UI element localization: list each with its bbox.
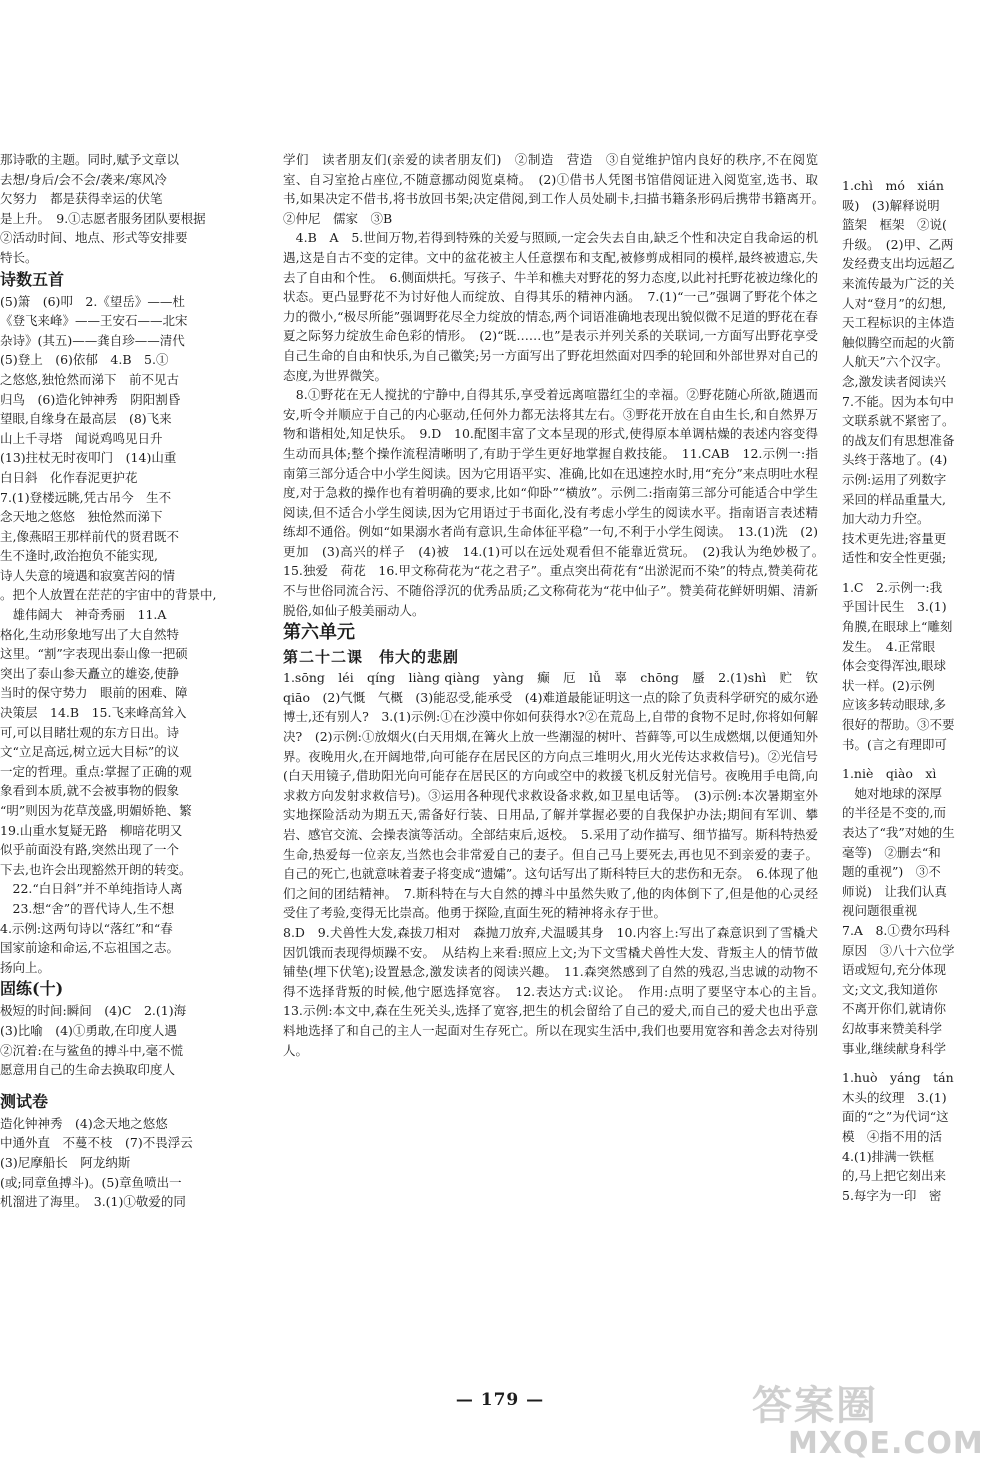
answer-text: 象看到本质,就不会被事物的假象 — [0, 783, 179, 799]
answer-text: 造化钟神秀 (4)念天地之悠悠 — [0, 1115, 168, 1131]
answer-text: 1.niè qiào xì — [842, 766, 937, 782]
answer-text: 技术更先进;容量更 — [842, 530, 947, 546]
answer-text: 22.“白日斜”并不单纯指诗人离 — [0, 881, 183, 897]
answer-text: 状一样。(2)示例 — [842, 677, 935, 693]
answer-text: 愿意用自己的生命去换取印度人 — [0, 1062, 176, 1078]
answer-text: (3)尼摩船长 阿龙纳斯 — [0, 1154, 131, 1170]
answer-text: 天工程标识的主体造 — [842, 315, 955, 331]
answer-text: “明”则因为花草茂盛,明媚娇艳、繁 — [0, 803, 192, 818]
answer-text: 主,像燕昭王那样前代的贤君既不 — [0, 528, 179, 544]
answer-text: 视问题很重视 — [842, 903, 918, 919]
answer-text: 篮架 框架 ②说( — [842, 217, 947, 233]
watermark — [752, 1384, 984, 1466]
spacer — [0, 1080, 258, 1090]
answer-text: 下去,也许会出现豁然开朗的转变。 — [0, 861, 192, 877]
answer-text: 19.山重水复疑无路 柳暗花明又 — [0, 822, 183, 838]
answer-text: 角膜,在眼球上“雕刻 — [842, 619, 953, 635]
answer-text: 学们 读者朋友们(亲爱的读者朋友们) ②制造 营造 ③自觉维护馆内良好的秩序,不在阅览室、自习室抢占座位,不随意挪动阅览桌椅。 (2)①借书人凭图书馆借阅证进入阅览室,选书、取书,如果决定不借书,将书放回书架;决定借阅,到工作人员处刷卡,扫描书籍条形码后携带书籍离开。 ②仲尼 儒家 ③B — [283, 152, 831, 226]
answer-text: 面的“之”为代词“这 — [842, 1109, 949, 1125]
answer-text: 原因 ③八十六位学 — [842, 942, 955, 958]
answer-text: 体会变得浑浊,眼球 — [842, 658, 946, 674]
answer-text: 乎国计民生 3.(1) — [842, 599, 947, 615]
answer-text: 1.huò yáng tán — [842, 1070, 954, 1086]
answer-text: (5)箫 (6)叩 2.《望岳》——杜 — [0, 293, 185, 309]
answer-text: 8.D 9.犬兽性大发,森拔刀相对 森抛刀放弃,犬温暖其身 10.内容上:写出了森意识到了雪橇犬因饥饿而表现得烦躁不安。 从结构上来看:照应上文;为下文雪橇犬兽性大发、背叛主人的情节做铺垫(埋下伏笔);设置悬念,激发读者的阅读兴趣。 11.森突然感到了自然的残忍,当忠诚的动物不得不选择背叛的时候,他宁愿选择宽容。 12.表达方式:议论。 作用:点明了要坚守本心的主旨。 13.示例:本文中,森在生死关头,选择了宽容,把生的机会留给了自己的爱犬,而自己的爱犬也出乎意料地选择了和自己的主人一起面对生存死亡。所以在现实生活中,我们也要用宽容和善念去对待别人。 — [283, 924, 831, 1058]
answer-text: 一定的哲理。重点:掌握了正确的观 — [0, 763, 192, 779]
answer-text: 国家前途和命运,不忘祖国之志。 — [0, 940, 179, 956]
answer-text: 师说) 让我们认真 — [842, 883, 947, 899]
middle-column — [283, 150, 831, 1350]
answer-text: 头终于落地了。(4) — [842, 452, 948, 468]
answer-text: 文“立足高远,树立远大目标”的议 — [0, 744, 180, 760]
left-column — [0, 150, 258, 1340]
answer-text: 适性和安全性更强; — [842, 550, 947, 566]
section-heading: 诗数五首 — [0, 269, 65, 289]
answer-text: 似乎前面没有路,突然出现了一个 — [0, 842, 179, 858]
spacer — [842, 568, 1000, 578]
answer-text: 发经费支出均远超乙 — [842, 256, 955, 272]
answer-text: 归鸟 (6)造化钟神秀 阴阳割昏 — [0, 391, 181, 407]
answer-text: 采回的样品重量大, — [842, 491, 946, 507]
answer-text: 望眼,自缘身在最高层 (8)飞来 — [0, 411, 172, 427]
answer-text: 表达了“我”对她的生 — [842, 825, 955, 840]
answer-text: 那诗歌的主题。同时,赋予文章以 — [0, 152, 179, 167]
answer-text: 去想/身后/会不会/袭来/寒风冷 — [0, 171, 167, 187]
answer-text: 应该多转动眼球,多 — [842, 697, 946, 713]
watermark-url: MXQE.COM — [788, 1426, 984, 1461]
answer-text: 之悠悠,独怆然而涕下 前不见古 — [0, 371, 179, 387]
answer-text: 雄伟阔大 神奇秀丽 11.A — [0, 607, 167, 623]
answer-text: 扬向上。 — [0, 959, 51, 975]
answer-text: 。把个人放置在茫茫的宇宙中的背景中, — [0, 587, 217, 603]
answer-text: 很好的帮助。③不要 — [842, 717, 955, 733]
watermark-logo: 答案圈 — [752, 1383, 878, 1429]
answer-text: 1.chì mó xián — [842, 178, 944, 193]
answer-text: 语或短句,充分体现 — [842, 962, 946, 978]
answer-text: 木头的纹理 3.(1) — [842, 1089, 947, 1105]
answer-text: 1.sōng léi qíng liàng qiàng yàng 癫 厄 lǚ 辜 chōng 蜃 2.(1)shì 贮 钦 qiāo (2)气慨 气概 (3)能忍受,能承受 (4)难道最能证明这一点的除了负责科学研究的威尔逊博士,还有别人? 3.(1)示例:①在沙漠中你如何获得水?②在荒岛上,自带的食物不足时,你将如何解决? (2)示例:①放烟火(白天用烟,在篝火上放一些潮湿的树叶、苔藓等,可以生成燃烟,以便通知外界。夜晚用火,在开阔地带,向可能存在居民区的方向点三堆明火,用火光传达求救信号)。②光信号(白天用镜子,借助阳光向可能存在居民区的方向或空中的救援飞机反射光信号。夜晚用手电筒,向求救方向发射求救信号)。③运用各种现代求救设备求救,如卫星电话等。 (3)示例:本次暑期室外实地探险活动为期五天,需备好行装、日用品,了解并掌握必要的自我保护办法;期间有军训、攀岩、感官交流、会操表演等活动。全部结束后,返校。 5.采用了动作描写、细节描写。斯科特热爱生命,热爱每一位亲友,当然也会非常爱自己的妻子。但自己马上要死去,再也见不到亲爱的妻子。自己的死亡,也就意味着妻子将变成“遗孀”。这句话写出了斯科特巨大的悲伤和无奈。 6.体现了他们之间的团结精神。 7.斯科特在与大自然的搏斗中虽然失败了,他的肉体倒下了,但是他的心灵经受住了考验,变得无比崇高。他勇于探险,直面生死的精神将永存于世。 — [283, 670, 831, 921]
answer-text: 1.C 2.示例一:我 — [842, 579, 943, 595]
answer-text: 的战友们有思想准备 — [842, 432, 955, 448]
answer-text: 当时的保守势力 眼前的困难、障 — [0, 685, 188, 701]
answer-text: 诗人失意的境遇和寂寞苦闷的情 — [0, 567, 176, 583]
answer-text: 生不逢时,政治抱负不能实现, — [0, 548, 158, 564]
answer-text: 中通外直 不蔓不枝 (7)不畏浮云 — [0, 1135, 193, 1151]
answer-text: (或;同章鱼搏斗)。(5)章鱼喷出一 — [0, 1174, 182, 1190]
page-number: — 179 — — [455, 1390, 545, 1410]
answer-text: 是上升。 9.①志愿者服务团队要根据 — [0, 210, 206, 226]
answer-text: 5.每字为一印 密 — [842, 1187, 942, 1203]
answer-text: 的半径是不变的,而 — [842, 805, 946, 821]
answer-text: 突出了泰山参天矗立的雄姿,使静 — [0, 665, 179, 681]
answer-text: ②沉着:在与鲨鱼的搏斗中,毫不慌 — [0, 1042, 184, 1058]
answer-text: 来流传最为广泛的关 — [842, 275, 955, 291]
answer-text: 23.想“舍”的晋代诗人,生不想 — [0, 900, 175, 916]
answer-text: 7.不能。因为本句中 — [842, 393, 954, 409]
answer-text: 4.(1)排满一铁框 — [842, 1148, 935, 1164]
answer-text: 她对地球的深厚 — [842, 785, 943, 801]
answer-text: 题的重视”) ③不 — [842, 864, 941, 880]
answer-text: 升级。 (2)甲、乙两 — [842, 236, 954, 252]
answer-text: 人航天”六个汉字。 — [842, 354, 949, 370]
spacer — [842, 1058, 1000, 1068]
answer-text: (13)拄杖无时夜叩门 (14)山重 — [0, 450, 177, 466]
answer-text: 白日斜 化作春泥更护花 — [0, 469, 138, 485]
section-heading: 固练(十) — [0, 979, 64, 999]
answer-text: 山上千寻塔 闻说鸡鸣见日升 — [0, 430, 163, 446]
answer-text: 4.示例:这两句诗以“落红”和“春 — [0, 920, 173, 936]
answer-text: 吸) (3)解释说明 — [842, 197, 940, 213]
answer-text: 的,马上把它刻出来 — [842, 1168, 946, 1184]
answer-text: 杂诗》(其五)——龚自珍——清代 — [0, 332, 185, 348]
answer-text: 念天地之悠悠 独怆然而涕下 — [0, 509, 163, 525]
answer-text: 决策层 14.B 15.飞来峰高耸入 — [0, 705, 187, 721]
answer-text: 可,可以目睹壮观的东方日出。诗 — [0, 724, 179, 740]
section-heading: 测试卷 — [0, 1091, 49, 1111]
answer-text: 不离开你们,就请你 — [842, 1001, 946, 1017]
answer-text: 8.①野花在无人搅扰的宁静中,自得其乐,享受着远离喧嚣红尘的幸福。②野花随心所欲,随遇而安,听令并顺应于自己的内心驱动,任何外力都无法将其左右。③野花开放在自由生长,和自然界万物和谐相处,知足快乐。 9.D 10.配图丰富了文本呈现的形式,使得原本单调枯燥的表述内容变得生动而具体;整个操作流程清晰明了,有助于学生更好地掌握自救技能。 11.CAB 12.示例一:指南第三部分适合中小学生阅读。因为它用语平实、准确,比如在迅速控水时,用“充分”来点明吐水程度,对于急救的操作也有着明确的要求,比如“仰卧”“横放”。示例二:指南第三部分可能适合中学生阅读,但不适合小学生阅读,因为它用语过于书面化,没有考虑小学生的阅读水平。指南语言表述精练却不通俗。例如“如果溺水者尚有意识,生命体征平稳”一句,不利于小学生阅读。 13.(1)洗 (2)更加 (3)高兴的样子 (4)被 14.(1)可以在远处观看但不能靠近赏玩。 (2)我认为绝妙极了。 15.独爱 荷花 16.甲文称荷花为“花之君子”。重点突出荷花有“出淤泥而不染”的特点,赞美荷花不与世俗同流合污、不随俗浮沉的优秀品质;乙文称荷花为“花中仙子”。赞美荷花鲜妍明媚、清新脱俗,如仙子般美丽动人。 — [283, 387, 831, 618]
answer-text: 7.(1)登楼远眺,凭古吊今 生不 — [0, 489, 172, 505]
answer-text: 特长。 — [0, 249, 38, 265]
answer-text: 7.A 8.①费尔玛科 — [842, 922, 950, 938]
answer-text: 《登飞来峰》——王安石——北宋 — [0, 313, 188, 329]
unit-title: 第六单元 — [283, 622, 355, 644]
answer-text: 文;文文,我知道你 — [842, 981, 938, 997]
answer-text: 幻故事来赞美科学 — [842, 1020, 943, 1036]
answer-text: 机溜进了海里。 3.(1)①敬爱的同 — [0, 1194, 186, 1210]
answer-text: 欠努力 都是获得幸运的伏笔 — [0, 191, 163, 207]
lesson-title: 第二十二课 伟大的悲剧 — [283, 648, 460, 667]
answer-text: 书。(言之有理即可 — [842, 736, 947, 752]
answer-text: 触似腾空而起的火箭 — [842, 334, 955, 350]
answer-text: 事业,继续献身科学 — [842, 1040, 946, 1056]
answer-text: 发生。 4.正常眼 — [842, 638, 936, 654]
answer-text: 加大动力升空。 — [842, 511, 930, 527]
answer-text: ②活动时间、地点、形式等安排要 — [0, 230, 188, 246]
answer-text: 毫等) ②删去“和 — [842, 844, 941, 860]
answer-text: 4.B A 5.世间万物,若得到特殊的关爱与照顾,一定会失去自由,缺乏个性和决定自我命运的机遇,这是自古不变的定律。文中的盆花被主人任意摆布和支配,被修剪成相同的模样,最终被遗忘,失去了自由和个性。 6.侧面烘托。写孩子、牛羊和樵夫对野花的努力态度,以此衬托野花被边缘化的状态。更凸显野花不为讨好他人而绽放、自得其乐的精神内涵。 7.(1)“一己”强调了野花个体之力的微小,“极尽所能”强调野花尽全力绽放的情态,两个词语准确地表现出貌似微不足道的野花在春夏之际努力绽放生命色彩的情形。 (2)“既……也”是表示并列关系的关联词,一方面写出野花享受自己生命的自由和快乐,为自己徽笑;另一方面写出了野花坦然面对四季的轮回和外部世界对自己的态度,为世界微笑。 — [283, 230, 818, 383]
answer-text: 念,激发读者阅读兴 — [842, 373, 946, 389]
answer-text: (5)登上 (6)依郁 4.B 5.① — [0, 352, 169, 368]
answer-text: 文联系就不紧密了。 — [842, 413, 955, 429]
answer-text: 人对“登月”的幻想, — [842, 295, 947, 311]
answer-text: 格化,生动形象地写出了大自然特 — [0, 626, 179, 642]
answer-text: 极短的时间:瞬间 (4)C 2.(1)海 — [0, 1003, 187, 1019]
answer-text: (3)比喻 (4)①勇敢,在印度人遇 — [0, 1022, 177, 1038]
right-column — [842, 176, 1000, 1356]
spacer — [842, 754, 1000, 764]
answer-text: 这里。“割”字表现出泰山像一把硕 — [0, 646, 188, 662]
answer-text: 模 ④指不用的活 — [842, 1128, 943, 1144]
answer-text: 示例:运用了列数字 — [842, 471, 947, 487]
